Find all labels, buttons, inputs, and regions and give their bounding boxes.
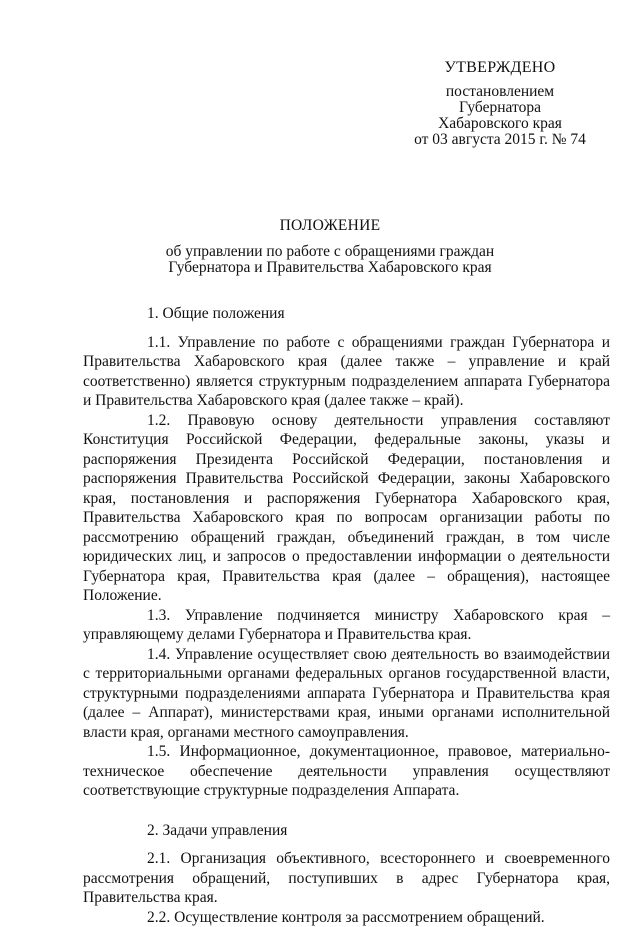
document-title: ПОЛОЖЕНИЕ [80, 218, 580, 234]
paragraph: 1.1. Управление по работе с обращениями граждан Губернатора и Правительства Хабаровского края (далее также – управление и край соответственно) является структурным подразделением аппарата Губернатора и Правительства Хабаровского края (далее также – край). [83, 333, 610, 411]
document-body [83, 304, 610, 927]
paragraph: 2.1. Организация объективного, всестороннего и своевременного рассмотрения обращений, поступивших в адрес Губернатора края, Правительства края. [83, 849, 610, 908]
approval-heading: УТВЕРЖДЕНО [400, 60, 600, 76]
paragraph: 2.2. Осуществление контроля за рассмотрением обращений. [83, 908, 610, 927]
approval-line: Губернатора [400, 100, 600, 116]
approval-line: Хабаровского края [400, 116, 600, 132]
document-title-block [80, 218, 580, 276]
document-subtitle-line: Губернатора и Правительства Хабаровского края [80, 260, 580, 276]
approval-date-line: от 03 августа 2015 г. № 74 [400, 132, 600, 148]
approval-stamp [400, 60, 600, 148]
section-heading: 2. Задачи управления [83, 821, 610, 841]
section-heading: 1. Общие положения [83, 304, 610, 324]
document-subtitle-line: об управлении по работе с обращениями граждан [80, 244, 580, 260]
paragraph: 1.2. Правовую основу деятельности управления составляют Конституция Российской Федерации, федеральные законы, указы и распоряжения Президента Российской Федерации, постановления и распоряжения Правительства Российской Федерации, законы Хабаровского края, постановления и распоряжения Губернатора Хабаровского края, Правительства Хабаровского края по вопросам организации работы по рассмотрению обращений граждан, объединений граждан, в том числе юридических лиц, и запросов о предоставлении информации о деятельности Губернатора края, Правительства края (далее – обращения), настоящее Положение. [83, 411, 610, 606]
paragraph: 1.3. Управление подчиняется министру Хабаровского края – управляющему делами Губернатора и Правительства края. [83, 606, 610, 645]
paragraph: 1.5. Информационное, документационное, правовое, материально-техническое обеспечение деятельности управления осуществляют соответствующие структурные подразделения Аппарата. [83, 742, 610, 801]
approval-line: постановлением [400, 84, 600, 100]
paragraph: 1.4. Управление осуществляет свою деятельность во взаимодействии с территориальными органами федеральных органов государственной власти, структурными подразделениями аппарата Губернатора и Правительства края (далее – Аппарат), министерствами края, иными органами исполнительной власти края, органами местного самоуправления. [83, 645, 610, 743]
